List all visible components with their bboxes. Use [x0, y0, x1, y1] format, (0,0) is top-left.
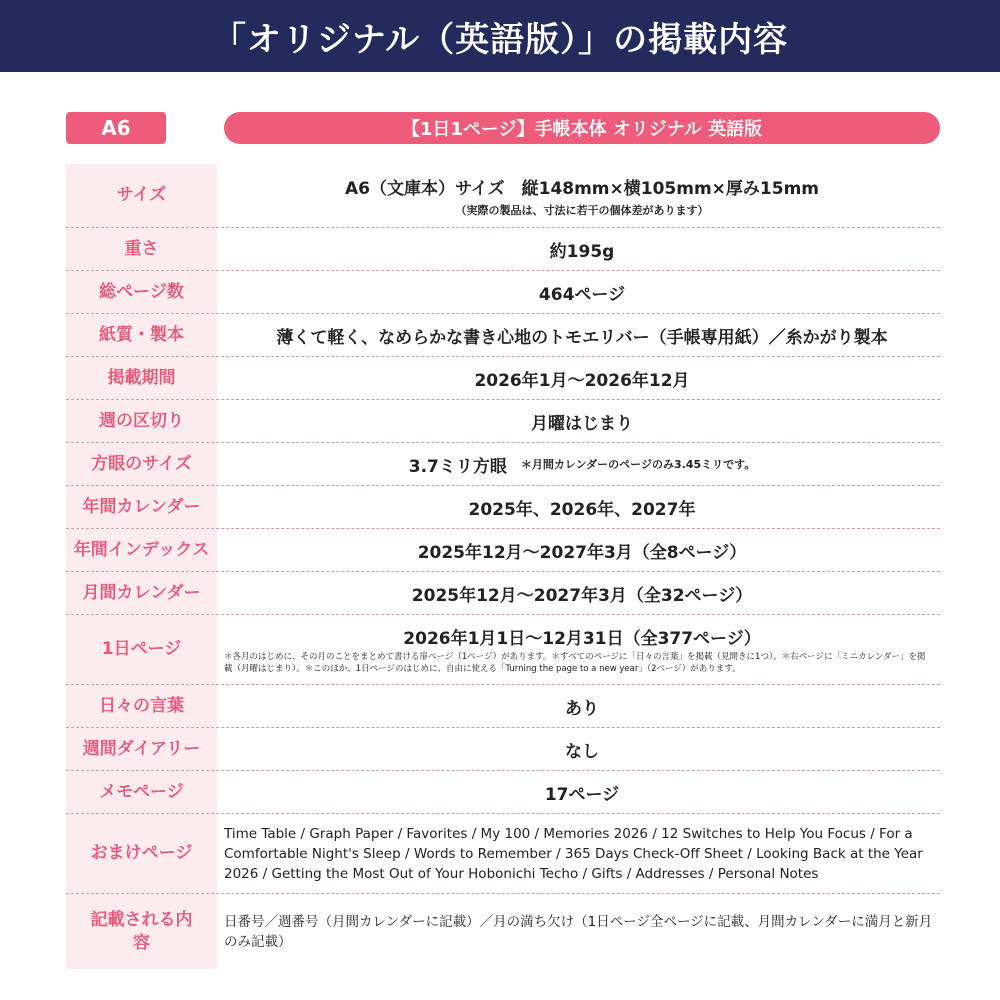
spec-label: 週の区切り: [66, 400, 217, 442]
spec-value: 約195g: [549, 241, 615, 262]
spec-row-monthly-calendar: [66, 572, 940, 615]
size-badge: A6: [66, 112, 166, 144]
spec-row-weight: [66, 228, 940, 271]
spec-label: 年間インデックス: [66, 529, 217, 571]
spec-value-text: A6（文庫本）サイズ 縦148mm×横105mm×厚み15mm: [344, 178, 820, 199]
spec-value: [224, 164, 940, 227]
spec-value: 2025年12月〜2027年3月（全32ページ）: [411, 585, 753, 606]
spec-value: [224, 443, 940, 485]
spec-value-text: 日番号／週番号（月間カレンダーに記載）／月の満ち欠け（1日ページ全ページに記載、月間カレンダーに満月と新月のみ記載）: [224, 913, 933, 950]
spec-value: 2026年1月〜2026年12月: [474, 370, 690, 391]
spec-value: 2025年12月〜2027年3月（全8ページ）: [417, 542, 747, 563]
spec-value: 17ページ: [544, 784, 620, 805]
spec-value: 2025年、2026年、2027年: [468, 499, 696, 520]
spec-row-period: [66, 357, 940, 400]
spec-label: 総ページ数: [66, 271, 217, 313]
product-title: 【1日1ページ】手帳本体 オリジナル 英語版: [224, 112, 940, 144]
spec-row-yearly-index: [66, 529, 940, 572]
spec-note: ＊月間カレンダーのページのみ3.45ミリです。: [520, 458, 756, 471]
spec-label: サイズ: [66, 164, 217, 227]
spec-row-grid-size: [66, 443, 940, 486]
spec-row-memo-pages: [66, 771, 940, 814]
spec-row-total-pages: [66, 271, 940, 314]
spec-label: 掲載期間: [66, 357, 217, 399]
spec-label: 日々の言葉: [66, 685, 217, 727]
spec-label: 方眼のサイズ: [66, 443, 217, 485]
page-header: [0, 0, 1000, 72]
spec-row-daily-quotes: [66, 685, 940, 728]
spec-value: 薄くて軽く、なめらかな書き心地のトモエリバー（手帳専用紙）／糸かがり製本: [276, 327, 888, 348]
spec-note: ＊各月のはじめに、その月のことをまとめて書ける扉ページ（1ページ）があります。＊すべてのページに「日々の言葉」を掲載（見開きに1つ）。＊右ページに「ミニカレンダー」を掲載（月曜はじまり）。＊このほか、1日ページのはじめに、自由に使える「Turning the page to a new year」（2ページ）があります。: [224, 652, 926, 674]
spec-row-weekly-diary: [66, 728, 940, 771]
spec-label: 紙質・製本: [66, 314, 217, 356]
spec-value-text: 2026年1月1日〜12月31日（全377ページ）: [403, 629, 761, 649]
spec-label: 記載される内容: [66, 894, 217, 969]
spec-label: 年間カレンダー: [66, 486, 217, 528]
spec-value: あり: [565, 698, 599, 719]
spec-row-paper: [66, 314, 940, 357]
spec-table: [66, 164, 940, 969]
spec-row-size: [66, 164, 940, 228]
spec-label: メモページ: [66, 771, 217, 813]
spec-value-text: Time Table / Graph Paper / Favorites / My 100 / Memories 2026 / 12 Switches to Help You Focus / For a Comfortable Night's Sleep / Words to Remember / 365 Days Check-Off Sheet / Looking Back at the Year 2026 / Getting the Most Out of Your Hobonichi Techo / Gifts / Addresses / Personal Notes: [224, 825, 923, 882]
spec-label: 1日ページ: [66, 615, 217, 684]
spec-label: 週間ダイアリー: [66, 728, 217, 770]
spec-row-yearly-calendar: [66, 486, 940, 529]
spec-value: [224, 814, 940, 893]
spec-value: 464ページ: [538, 284, 626, 305]
spec-value: 月曜はじまり: [531, 413, 633, 434]
spec-label: 重さ: [66, 228, 217, 270]
spec-note: （実際の製品は、寸法に若干の個体差があります）: [455, 203, 709, 217]
spec-label: 月間カレンダー: [66, 572, 217, 614]
spec-label: おまけページ: [66, 814, 217, 893]
spec-value: [224, 615, 940, 684]
spec-row-week-start: [66, 400, 940, 443]
page-title: 「オリジナル（英語版）」の掲載内容: [211, 19, 789, 60]
spec-value: なし: [565, 741, 599, 762]
spec-value: [224, 894, 940, 969]
spec-row-contents: [66, 894, 940, 969]
spec-value-text: 3.7ミリ方眼: [408, 456, 507, 477]
spec-row-bonus-pages: [66, 814, 940, 894]
spec-row-daily-page: [66, 615, 940, 685]
